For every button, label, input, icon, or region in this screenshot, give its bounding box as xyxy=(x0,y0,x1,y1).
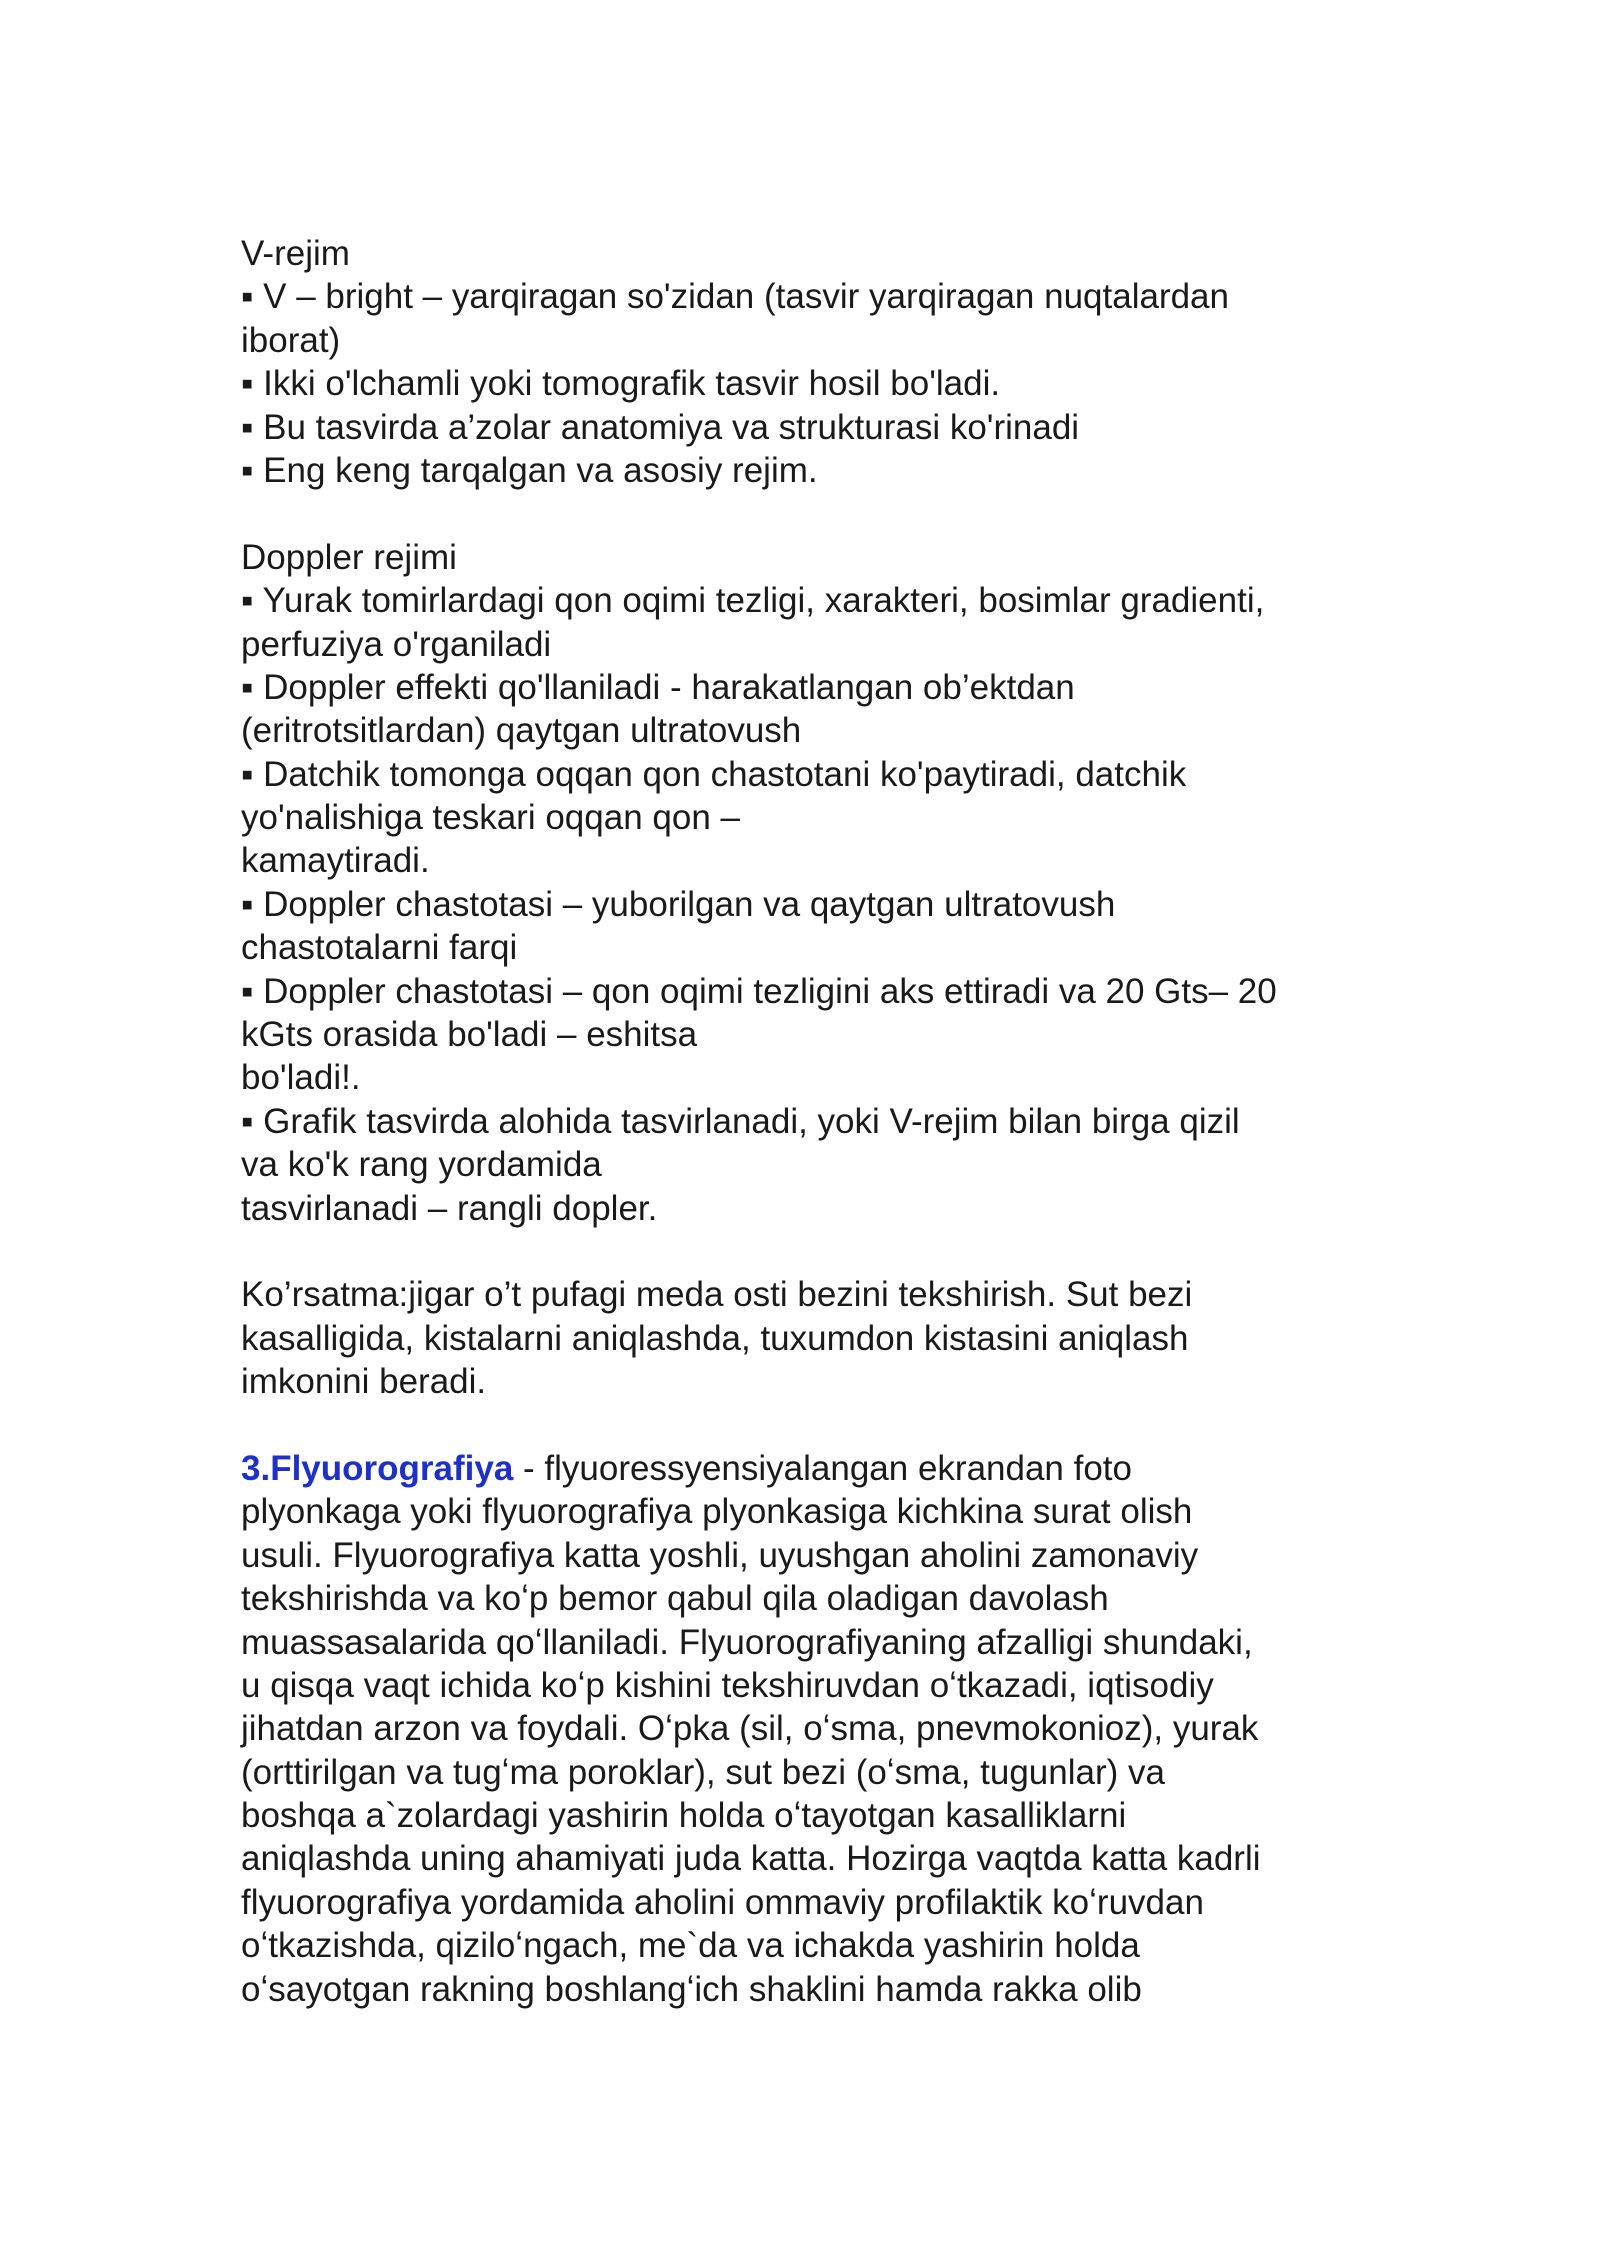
text-line: tasvirlanadi – rangli dopler. xyxy=(241,1188,658,1228)
text-line: aniqlashda uning ahamiyati juda katta. Hozirga vaqtda katta kadrli xyxy=(241,1839,1261,1879)
paragraph-gap xyxy=(241,1404,1421,1447)
text-line: flyuorografiya yordamida aholini ommaviy profilaktik koʻruvdan xyxy=(241,1882,1204,1922)
text-line: ▪ Eng keng tarqalgan va asosiy rejim. xyxy=(241,450,818,490)
document-page xyxy=(241,232,1421,2011)
text-line: ▪ Ikki o'lchamli yoki tomografik tasvir hosil bo'ladi. xyxy=(241,364,1001,404)
text-line: boshqa a`zolardagi yashirin holda oʻtayotgan kasalliklarni xyxy=(241,1796,1127,1836)
text-line: (orttirilgan va tugʻma poroklar), sut bezi (oʻsma, tugunlar) va xyxy=(241,1752,1165,1792)
paragraph-gap xyxy=(241,1230,1421,1273)
text-line: plyonkaga yoki flyuorografiya plyonkasiga kichkina surat olish xyxy=(241,1492,1193,1532)
text-line: kamaytiradi. xyxy=(241,841,430,881)
text-line: imkonini beradi. xyxy=(241,1362,487,1402)
text-line: ▪ Datchik tomonga oqqan qon chastotani ko'paytiradi, datchik xyxy=(241,754,1187,794)
section-flyuorografiya xyxy=(241,1447,1421,2011)
text-line: bo'ladi!. xyxy=(241,1058,361,1098)
text-line: u qisqa vaqt ichida koʻp kishini tekshiruvdan oʻtkazadi, iqtisodiy xyxy=(241,1665,1214,1705)
text-line: va ko'k rang yordamida xyxy=(241,1145,602,1185)
text-line: oʻsayotgan rakning boshlangʻich shaklini hamda rakka olib xyxy=(241,1969,1142,2009)
section-korsatma xyxy=(241,1273,1421,1403)
flyuorografiya-title: 3.Flyuorografiya xyxy=(241,1448,514,1488)
text-line: Ko’rsatma:jigar o’t pufagi meda osti bezini tekshirish. Sut bezi xyxy=(241,1275,1193,1315)
section-heading: V-rejim xyxy=(241,234,350,273)
text-line: muassasalarida qoʻllaniladi. Flyuorografiyaning afzalligi shundaki, xyxy=(241,1622,1253,1662)
text-line: ▪ V – bright – yarqiragan so'zidan (tasvir yarqiragan nuqtalardan xyxy=(241,277,1229,317)
flyuorografiya-first-line: - flyuoressyensiyalangan ekrandan foto xyxy=(513,1448,1133,1488)
text-line xyxy=(241,1447,1421,1490)
text-line: ▪ Bu tasvirda a’zolar anatomiya va strukturasi ko'rinadi xyxy=(241,407,1080,447)
text-line: ▪ Doppler chastotasi – qon oqimi tezligini aks ettiradi va 20 Gts– 20 xyxy=(241,971,1277,1011)
text-line: ▪ Doppler effekti qo'llaniladi - harakatlangan ob’ektdan xyxy=(241,667,1075,707)
text-line: ▪ Doppler chastotasi – yuborilgan va qaytgan ultratovush xyxy=(241,884,1116,924)
text-line: ▪ Grafik tasvirda alohida tasvirlanadi, yoki V-rejim bilan birga qizil xyxy=(241,1101,1240,1141)
paragraph-gap xyxy=(241,492,1421,535)
text-line: kGts orasida bo'ladi – eshitsa xyxy=(241,1015,698,1055)
section-v-rejim xyxy=(241,232,1421,492)
section-heading: Doppler rejimi xyxy=(241,537,457,577)
text-line: yo'nalishiga teskari oqqan qon – xyxy=(241,798,740,838)
text-line: iborat) xyxy=(241,320,341,360)
text-line: tekshirishda va koʻp bemor qabul qila oladigan davolash xyxy=(241,1579,1109,1619)
text-line: oʻtkazishda, qiziloʻngach, me`da va ichakda yashirin holda xyxy=(241,1926,1140,1966)
text-line: ▪ Yurak tomirlardagi qon oqimi tezligi, xarakteri, bosimlar gradienti, xyxy=(241,581,1265,621)
text-line: kasalligida, kistalarni aniqlashda, tuxumdon kistasini aniqlash xyxy=(241,1318,1189,1358)
text-line: perfuziya o'rganiladi xyxy=(241,624,552,664)
section-doppler xyxy=(241,536,1421,1230)
text-line: usuli. Flyuorografiya katta yoshli, uyushgan aholini zamonaviy xyxy=(241,1535,1199,1575)
text-line: (eritrotsitlardan) qaytgan ultratovush xyxy=(241,711,802,751)
text-line: chastotalarni farqi xyxy=(241,928,518,968)
text-line: jihatdan arzon va foydali. Oʻpka (sil, oʻsma, pnevmokonioz), yurak xyxy=(241,1709,1259,1749)
